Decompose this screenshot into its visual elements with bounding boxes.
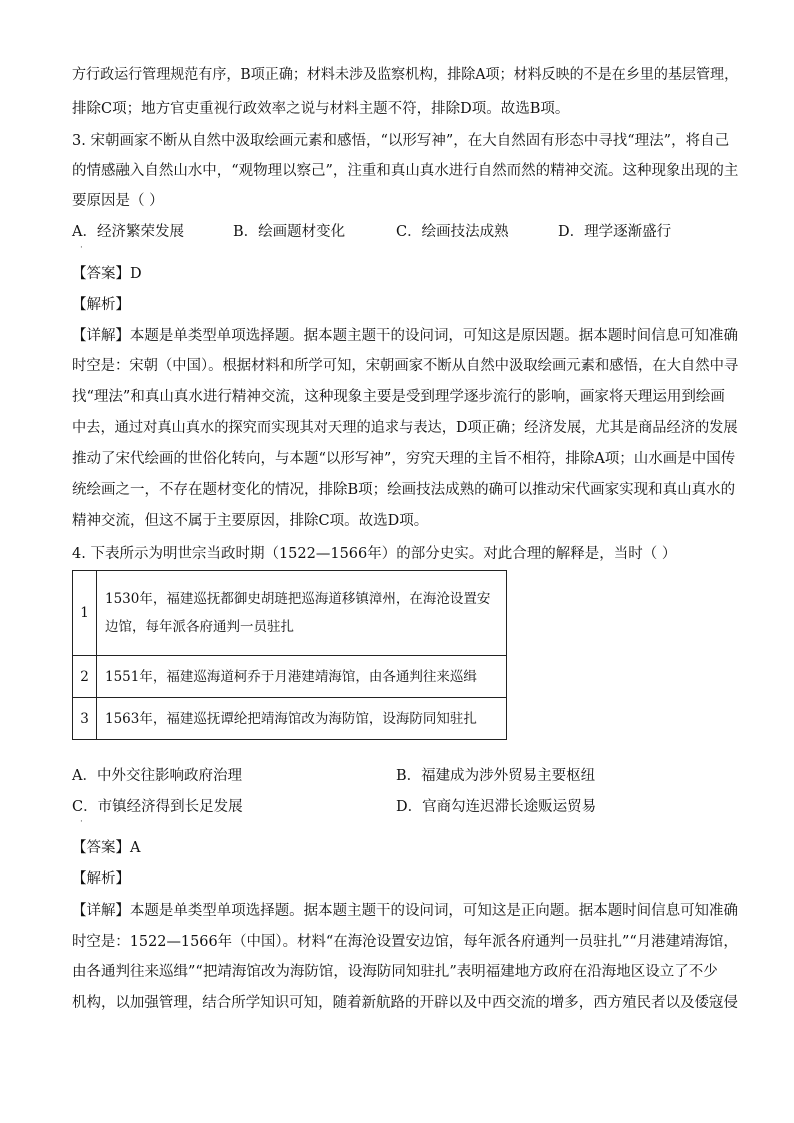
q4-option-c: C．市镇经济得到长足发展 — [72, 799, 243, 815]
prev-explanation-line-1: 方行政运行管理规范有序，B项正确；材料未涉及监察机构，排除A项；材料反映的不是在乡里的基层管理， — [72, 67, 739, 83]
q3-detail-line-3: 找“理法”和真山真水进行精神交流，这种现象主要是受到理学逐步流行的影响，画家将天理运用到绘画 — [72, 389, 725, 405]
q3-detail-line-2: 时空是：宋朝（中国）。根据材料和所学可知，宋朝画家不断从自然中汲取绘画元素和感悟，在大自然中寻 — [72, 358, 739, 374]
q3-stem-line-3: 要原因是（ ） — [72, 193, 164, 209]
table-row-number: 2 — [73, 656, 97, 698]
q4-detail-line-3: 由各通判往来巡缉”“把靖海馆改为海防馆，设海防同知驻扎”表明福建地方政府在沿海地区设立了不少 — [72, 964, 718, 980]
q4-detail-line-4: 机构，以加强管理，结合所学知识可知，随着新航路的开辟以及中西交流的增多，西方殖民者以及倭寇侵 — [72, 995, 738, 1011]
table-row-text — [97, 571, 507, 656]
table-row — [73, 656, 507, 698]
prev-explanation-line-2: 排除C项；地方官吏重视行政效率之说与材料主题不符，排除D项。故选B项。 — [72, 101, 570, 117]
q3-answer: 【答案】D — [72, 266, 142, 282]
table-row-text-line: 边馆，每年派各府通判一员驻扎 — [105, 619, 294, 635]
q3-detail-line-7: 精神交流，但这不属于主要原因，排除C项。故选D项。 — [72, 513, 429, 529]
q4-facts-table — [72, 570, 507, 740]
table-row — [73, 698, 507, 740]
q4-detail-line-2: 时空是：1522—1566年（中国）。材料“在海沧设置安边馆，每年派各府通判一员驻扎”“月港建靖海馆， — [72, 934, 738, 950]
q3-stem-line-1: 3. 宋朝画家不断从自然中汲取绘画元素和感悟，“以形写神”，在大自然固有形态中寻找“理法”，将自己 — [72, 133, 730, 149]
q3-detail-line-5: 推动了宋代绘画的世俗化转向，与本题“以形写神”，穷究天理的主旨不相符，排除A项；山水画是中国传 — [72, 451, 736, 467]
q3-option-a: A．经济繁荣发展 — [72, 224, 184, 240]
q3-analysis-label: 【解析】 — [72, 297, 130, 313]
table-row — [73, 571, 507, 656]
q4-answer: 【答案】A — [72, 840, 141, 856]
table-row-text-line: 1530年，福建巡抚都御史胡琏把巡海道移镇漳州，在海沧设置安 — [105, 591, 491, 607]
q3-option-b: B．绘画题材变化 — [233, 224, 346, 240]
q3-stem-line-2: 的情感融入自然山水中，“观物理以察己”，注重和真山真水进行自然而然的精神交流。这种现象出现的主 — [72, 163, 739, 179]
q4-option-marker: · — [80, 817, 83, 827]
table-row-text: 1563年，福建巡抚谭纶把靖海馆改为海防馆，设海防同知驻扎 — [97, 698, 507, 740]
q4-option-b: B．福建成为涉外贸易主要枢纽 — [396, 768, 596, 784]
q4-analysis-label: 【解析】 — [72, 871, 130, 887]
table-row-number: 3 — [73, 698, 97, 740]
q3-detail-line-4: 中去，通过对真山真水的探究而实现其对天理的追求与表达，D项正确；经济发展，尤其是商品经济的发展 — [72, 420, 738, 436]
q4-option-d: D．官商勾连迟滞长途贩运贸易 — [396, 799, 597, 815]
table-row-text: 1551年，福建巡海道柯乔于月港建靖海馆，由各通判往来巡缉 — [97, 656, 507, 698]
q4-detail-line-1: 【详解】本题是单类型单项选择题。据本题主题干的设问词，可知这是正向题。据本题时间信息可知准确 — [72, 903, 738, 919]
q3-option-c: C．绘画技法成熟 — [396, 224, 509, 240]
q3-option-marker: · — [80, 243, 83, 253]
table-row-number: 1 — [73, 571, 97, 656]
q4-stem: 4. 下表所示为明世宗当政时期（1522—1566年）的部分史实。对此合理的解释是，当时（ ） — [72, 546, 677, 562]
q3-detail-line-1: 【详解】本题是单类型单项选择题。据本题主题干的设问词，可知这是原因题。据本题时间信息可知准确 — [72, 328, 738, 344]
q3-option-d: D．理学逐渐盛行 — [558, 224, 672, 240]
q4-option-a: A．中外交往影响政府治理 — [72, 768, 242, 784]
q3-detail-line-6: 统绘画之一，不存在题材变化的情况，排除B项；绘画技法成熟的确可以推动宋代画家实现和真山真水的 — [72, 482, 736, 498]
